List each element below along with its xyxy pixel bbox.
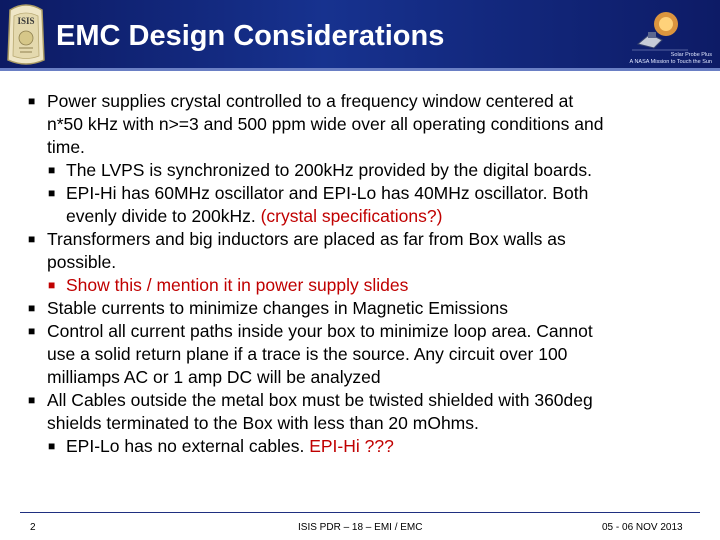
- slide-header: [0, 0, 720, 76]
- bullet-text: Transformers and big inductors are placed as far from Box walls as: [47, 229, 566, 249]
- bullet-continuation: [28, 136, 704, 159]
- bullet-item: [28, 90, 704, 113]
- bullet-text: possible.: [47, 252, 117, 272]
- tagline-line-2: A NASA Mission to Touch the Sun: [629, 59, 712, 65]
- square-bullet-icon: ■: [28, 393, 36, 407]
- bullet-list: [28, 90, 704, 458]
- bullet-text: Stable currents to minimize changes in Magnetic Emissions: [47, 298, 509, 318]
- square-bullet-icon: ■: [48, 439, 56, 453]
- footer-divider: [20, 512, 700, 513]
- bullet-continuation: [28, 251, 704, 274]
- bullet-text: Control all current paths inside your box to minimize loop area. Cannot: [47, 321, 593, 341]
- highlight-text: EPI-Hi ???: [309, 436, 394, 456]
- bullet-item: [28, 320, 704, 343]
- bullet-continuation: [28, 412, 704, 435]
- highlight-text: Show this / mention it in power supply slides: [66, 275, 409, 295]
- sub-bullet-text: EPI-Lo has no external cables.: [66, 436, 310, 456]
- bullet-text: milliamps AC or 1 amp DC will be analyzed: [47, 367, 381, 387]
- square-bullet-icon: ■: [28, 324, 36, 338]
- square-bullet-icon: ■: [48, 186, 56, 200]
- bullet-continuation: [28, 366, 704, 389]
- header-divider: [0, 68, 720, 71]
- sub-bullet-item: [28, 182, 704, 205]
- sub-bullet-item: [28, 159, 704, 182]
- sub-bullet-text: evenly divide to 200kHz.: [66, 206, 261, 226]
- bullet-text: Power supplies crystal controlled to a frequency window centered at: [47, 91, 574, 111]
- bullet-continuation: [28, 343, 704, 366]
- sub-bullet-continuation: [28, 205, 704, 228]
- square-bullet-icon: ■: [48, 163, 56, 177]
- bullet-text: shields terminated to the Box with less than 20 mOhms.: [47, 413, 479, 433]
- sub-bullet-text: EPI-Hi has 60MHz oscillator and EPI-Lo has 40MHz oscillator. Both: [66, 183, 589, 203]
- bullet-text: n*50 kHz with n>=3 and 500 ppm wide over all operating conditions and: [47, 114, 604, 134]
- highlight-text: (crystal specifications?): [260, 206, 443, 226]
- square-bullet-icon: ■: [28, 94, 36, 108]
- bullet-item: [28, 297, 704, 320]
- tagline-line-1: Solar Probe Plus: [670, 52, 712, 58]
- bullet-item: [28, 228, 704, 251]
- isis-logo: [4, 2, 48, 66]
- page-number: 2: [30, 522, 36, 533]
- svg-text:ISIS: ISIS: [17, 16, 35, 26]
- sub-bullet-item: [28, 274, 704, 297]
- bullet-text: All Cables outside the metal box must be twisted shielded with 360deg: [47, 390, 593, 410]
- bullet-continuation: [28, 113, 704, 136]
- footer-date: 05 - 06 NOV 2013: [602, 522, 683, 533]
- square-bullet-icon: ■: [28, 301, 36, 315]
- sub-bullet-item: [28, 435, 704, 458]
- sub-bullet-text: The LVPS is synchronized to 200kHz provided by the digital boards.: [66, 160, 592, 180]
- mission-tagline: [630, 52, 712, 66]
- bullet-text: use a solid return plane if a trace is the source. Any circuit over 100: [47, 344, 568, 364]
- square-bullet-icon: ■: [28, 232, 36, 246]
- footer-center-text: ISIS PDR – 18 – EMI / EMC: [298, 522, 423, 533]
- solar-probe-logo: [630, 10, 690, 52]
- bullet-text: time.: [47, 137, 85, 157]
- bullet-item: [28, 389, 704, 412]
- square-bullet-icon: ■: [48, 278, 56, 292]
- slide-title: EMC Design Considerations: [56, 20, 445, 52]
